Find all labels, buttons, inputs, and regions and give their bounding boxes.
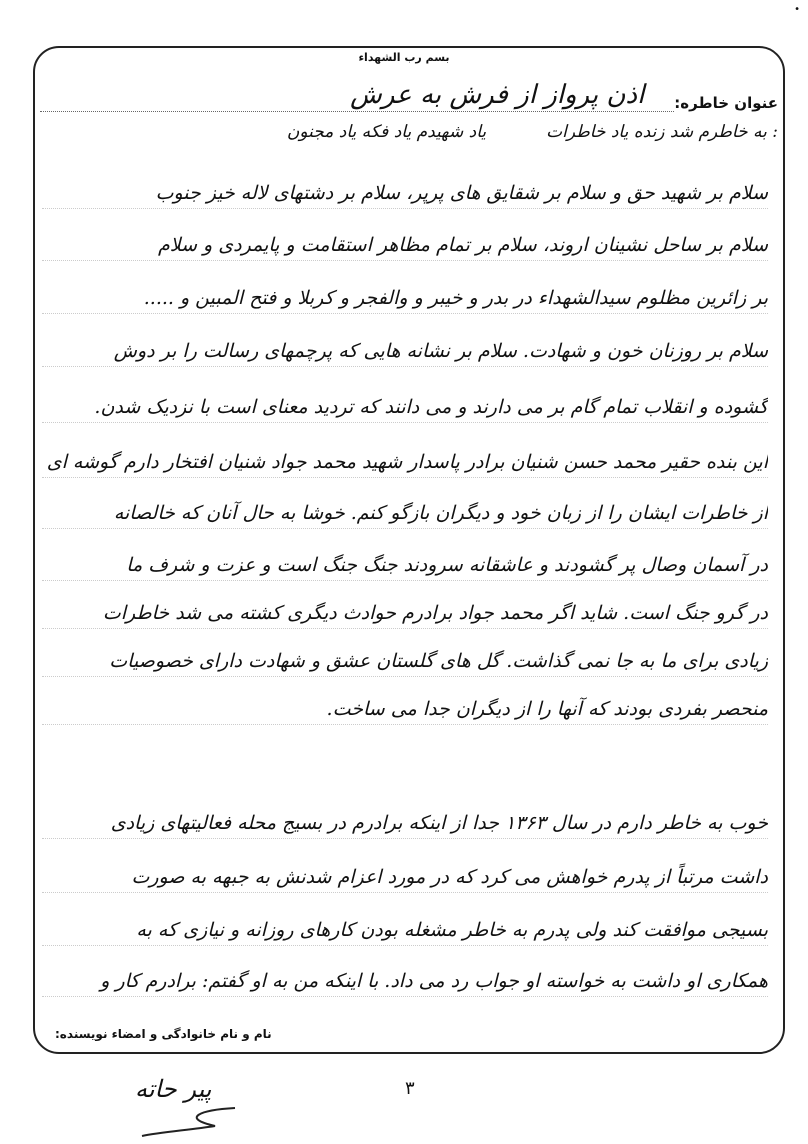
title-value: اذن پرواز از فرش به عرش <box>40 79 674 112</box>
handwritten-line: خوب به خاطر دارم در سال ۱۳۶۳ جدا از اینکه برادرم در بسیج محله فعالیتهای زیادی <box>42 808 768 839</box>
handwritten-line: از خاطرات ایشان را از زبان خود و دیگران بازگو کنم. خوشا به حال آنان که خالصانه <box>42 498 768 529</box>
remember-line <box>40 122 778 142</box>
handwritten-line: زیادی برای ما به جا نمی گذاشت. گل های گلستان عشق و شهادت دارای خصوصیات <box>42 646 768 677</box>
page-number: ۳ <box>405 1078 415 1099</box>
handwritten-line: در گرو جنگ است. شاید اگر محمد جواد برادرم حوادث دیگری کشته می شد خاطرات <box>42 598 768 629</box>
bismillah-heading: بسم رب الشهداء <box>358 51 450 64</box>
scan-mark: • <box>794 4 800 15</box>
remember-right: : به خاطرم شد زنده یاد خاطرات <box>546 122 778 142</box>
handwritten-line: منحصر بفردی بودند که آنها را از دیگران جدا می ساخت. <box>42 694 768 725</box>
signature-stroke <box>140 1100 240 1140</box>
signature-text: پیر حاته <box>135 1075 212 1103</box>
handwritten-line: سلام بر ساحل نشینان اروند، سلام بر تمام مظاهر استقامت و پایمردی و سلام <box>42 230 768 261</box>
title-row <box>40 80 778 112</box>
handwritten-line: بسیجی موافقت کند ولی پدرم به خاطر مشغله بودن کارهای روزانه و نیازی که به <box>42 915 768 946</box>
handwritten-line: در آسمان وصال پر گشودند و عاشقانه سرودند جنگ جنگ است و عزت و شرف ما <box>42 550 768 581</box>
remember-left: یاد شهیدم یاد فکه یاد مجنون <box>286 122 487 142</box>
author-label: نام و نام خانوادگی و امضاء نویسنده: <box>55 1027 272 1041</box>
handwritten-line: سلام بر روزنان خون و شهادت. سلام بر نشانه هایی که پرچمهای رسالت را بر دوش <box>42 336 768 367</box>
handwritten-line: این بنده حقیر محمد حسن شنیان برادر پاسدار شهید محمد جواد شنیان افتخار دارم گوشه ای <box>42 447 768 478</box>
title-label: عنوان خاطره: <box>674 94 778 112</box>
handwritten-line: بر زائرین مظلوم سیدالشهداء در بدر و خیبر و والفجر و کربلا و فتح المبین و ..... <box>42 283 768 314</box>
handwritten-line: داشت مرتباً از پدرم خواهش می کرد که در مورد اعزام شدنش به جبهه به صورت <box>42 862 768 893</box>
handwritten-line: همکاری او داشت به خواسته او جواب رد می داد. با اینکه من به او گفتم: برادرم کار و <box>42 966 768 997</box>
handwritten-line: سلام بر شهید حق و سلام بر شقایق های پرپر، سلام بر دشتهای لاله خیز جنوب <box>42 178 768 209</box>
handwritten-line: گشوده و انقلاب تمام گام بر می دارند و می دانند که تردید معنای است با نزدیک شدن. <box>42 392 768 423</box>
